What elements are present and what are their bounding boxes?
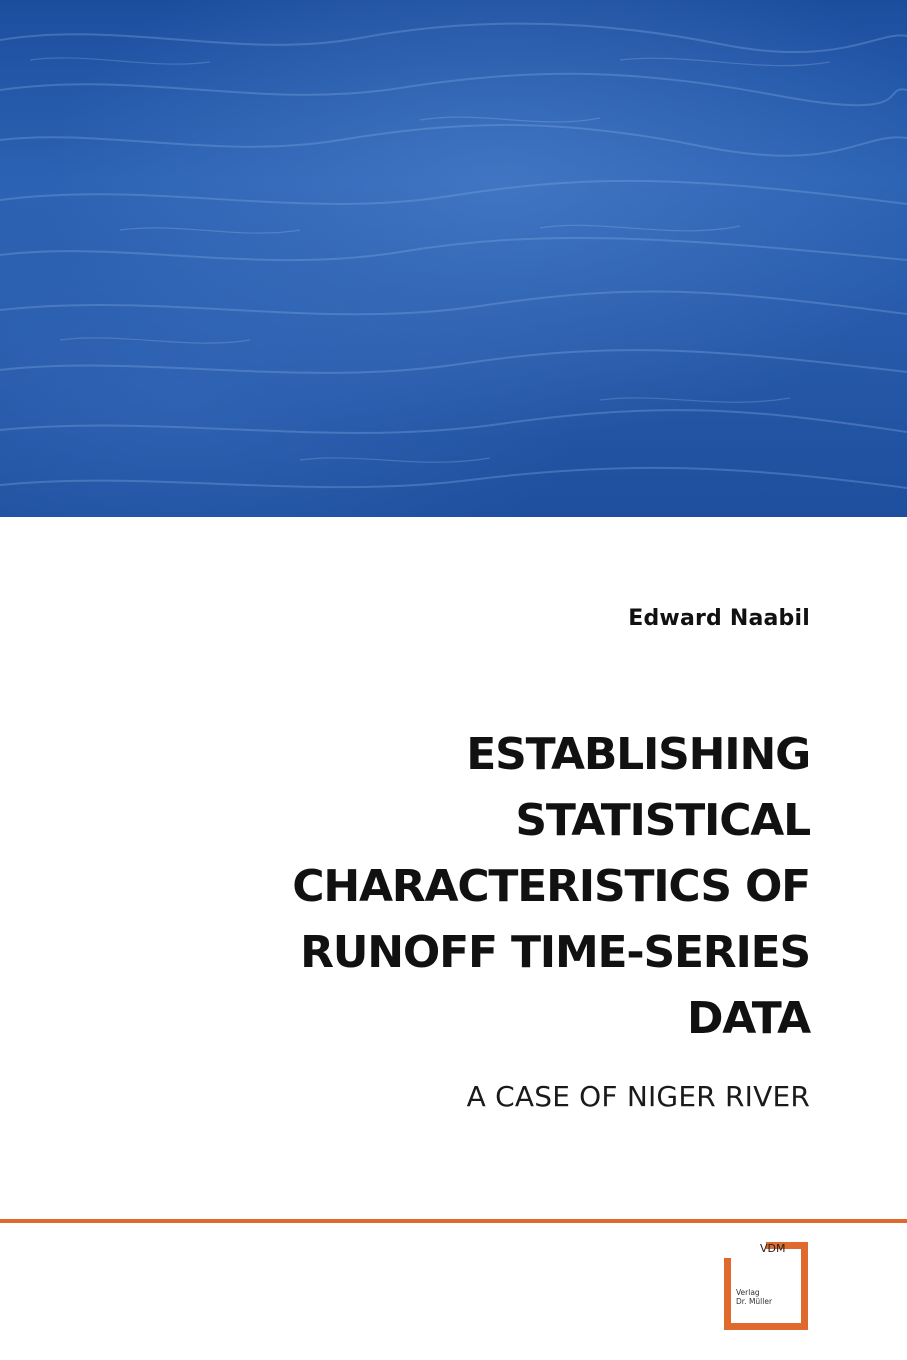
title-line: STATISTICAL	[515, 795, 810, 846]
book-subtitle: A CASE OF NIGER RIVER	[466, 1080, 810, 1113]
title-line: RUNOFF TIME-SERIES	[300, 927, 810, 978]
logo-publisher-name	[736, 1288, 772, 1306]
water-illustration	[0, 0, 907, 517]
accent-divider	[0, 1219, 907, 1223]
cover-photo	[0, 0, 907, 517]
logo-line-name: Dr. Müller	[736, 1297, 773, 1306]
title-line: ESTABLISHING	[466, 729, 810, 780]
logo-line-verlag: Verlag	[736, 1288, 760, 1297]
title-line: CHARACTERISTICS OF	[292, 861, 810, 912]
publisher-logo	[720, 1238, 812, 1334]
logo-vdm-text: VDM	[760, 1242, 786, 1255]
title-line: DATA	[686, 993, 810, 1044]
author-name: Edward Naabil	[628, 606, 810, 631]
book-title	[90, 722, 810, 1052]
